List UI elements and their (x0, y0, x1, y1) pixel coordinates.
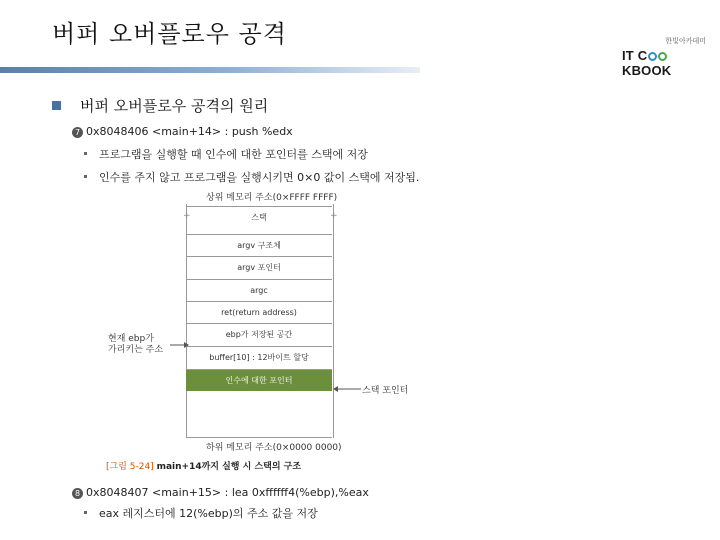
caption-text: main+14까지 실행 시 스택의 구조 (156, 462, 302, 472)
caption-number: [그림 5-24] (106, 462, 154, 472)
bullet-dot-icon (84, 175, 87, 178)
it-cookbook-logo (622, 36, 714, 78)
item-line (72, 125, 293, 138)
stack-cell: argc (186, 279, 332, 300)
stack-bottom-line (186, 437, 332, 438)
logo-subtitle: 한빛아카데미 (665, 37, 706, 45)
number-badge-icon: 7 (72, 127, 83, 138)
stack-cell: argv 구조체 (186, 234, 332, 255)
logo-o-icon (658, 52, 667, 61)
sub-bullet (84, 169, 419, 185)
stack-cell: ret(return address) (186, 301, 332, 322)
stack-cell: ebp가 저장된 공간 (186, 323, 332, 344)
bottom-memory-label: 하위 메모리 주소(0×0000 0000) (206, 443, 342, 453)
title-underline (0, 67, 420, 73)
bullet-dot-icon (84, 152, 87, 155)
stack-cell: buffer[10] : 12바이트 할당 (186, 346, 332, 367)
stack-pointer-arrow-icon (333, 384, 361, 394)
number-badge-icon: 8 (72, 488, 83, 499)
ebp-pointer-label: 현재 ebp가 가리키는 주소 (108, 334, 164, 355)
plus-mark-left: + (183, 211, 191, 221)
logo-wordmark (622, 48, 714, 78)
stack-cell: 스택 (186, 206, 332, 227)
item-text: 0x8048407 <main+15> : lea 0xffffff4(%ebp),%eax (86, 486, 369, 499)
top-memory-label: 상위 메모리 주소(0×FFFF FFFF) (206, 193, 338, 203)
sub-bullet-text: 인수를 주지 않고 프로그램을 실행시키면 0×0 값이 스택에 저장됨. (99, 171, 420, 184)
section-bullet-icon (52, 101, 61, 110)
item-text: 0x8048406 <main+14> : push %edx (86, 125, 293, 138)
logo-text-left: IT C (622, 48, 648, 63)
plus-mark-right: + (330, 211, 338, 221)
sub-bullet-text: 프로그램을 실행할 때 인수에 대한 포인터를 스택에 저장 (99, 148, 368, 161)
ebp-arrow-icon (170, 340, 190, 350)
bullet-dot-icon (84, 511, 87, 514)
logo-o-icon (648, 52, 657, 61)
stack-cell-highlight: 인수에 대한 포인터 (186, 369, 332, 391)
logo-text-right: KBOOK (622, 63, 672, 78)
stack-pointer-label: 스택 포인터 (362, 386, 409, 396)
stack-cell: argv 포인터 (186, 256, 332, 277)
page-title: 버퍼 오버플로우 공격 (52, 20, 287, 48)
item-line (72, 486, 369, 499)
sub-bullet (84, 505, 318, 521)
sub-bullet (84, 146, 368, 162)
section-title: 버퍼 오버플로우 공격의 원리 (80, 97, 269, 115)
figure-caption (106, 459, 301, 472)
sub-bullet-text: eax 레지스터에 12(%ebp)의 주소 값을 저장 (99, 507, 318, 520)
